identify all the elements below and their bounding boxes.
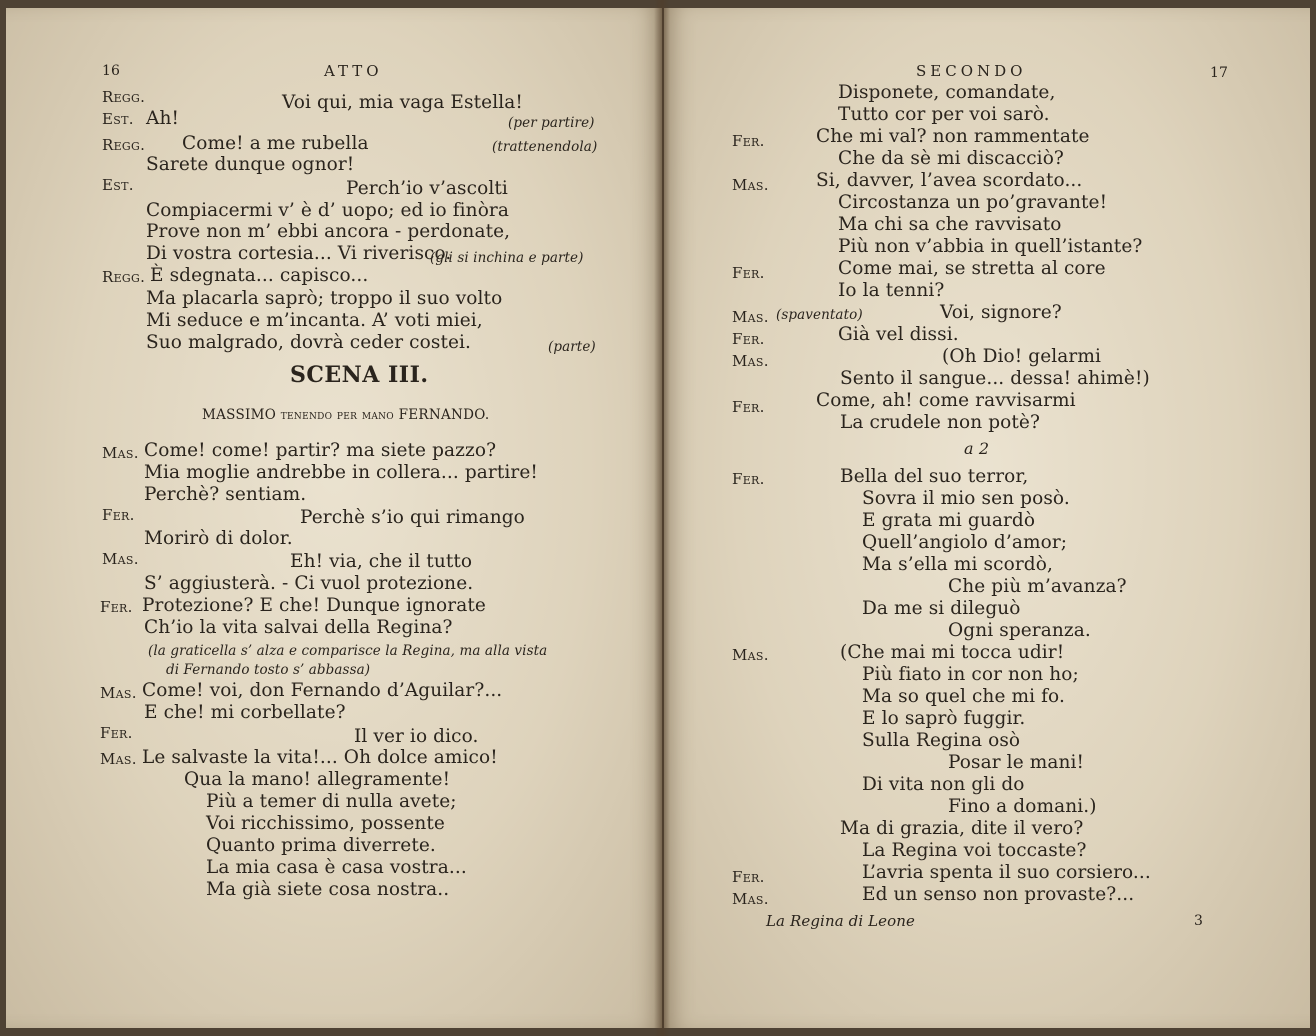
verse-line: Io la tenni?	[838, 280, 945, 301]
verse-line: Di vita non gli do	[862, 774, 1025, 795]
verse-line: Compiacermi v’ è d’ uopo; ed io finòra	[146, 200, 510, 221]
verse-line: Di vostra cortesia... Vi riverisco.	[146, 243, 452, 264]
page-number: 17	[1210, 65, 1229, 81]
verse-line: Voi qui, mia vaga Estella!	[282, 92, 523, 113]
verse-line: Più fiato in cor non ho;	[862, 664, 1079, 685]
verse-line: Ma so quel che mi fo.	[862, 686, 1065, 707]
verse-line: Da me si dileguò	[862, 598, 1021, 619]
stage-direction: (trattenendola)	[492, 139, 598, 155]
verse-line: Come! come! partir? ma siete pazzo?	[144, 440, 497, 461]
scene-subtitle: MASSIMO tenendo per mano FERNANDO.	[202, 407, 490, 423]
speaker: Mas.	[102, 444, 139, 462]
verse-line: Che da sè mi discacciò?	[838, 148, 1064, 169]
verse-line: (Che mai mi tocca udir!	[840, 642, 1065, 663]
speaker: Mas.	[102, 550, 139, 568]
scene-title: SCENA III.	[290, 362, 429, 388]
verse-line: Più non v’abbia in quell’istante?	[838, 236, 1143, 257]
book-gutter	[654, 0, 670, 1036]
verse-line: La Regina voi toccaste?	[862, 840, 1087, 861]
page-number: 16	[102, 63, 121, 79]
verse-line: Che più m’avanza?	[948, 576, 1127, 597]
stage-direction: (la graticella s’ alza e comparisce la Regina, ma alla vista	[148, 643, 548, 659]
speaker: Mas.	[100, 750, 137, 768]
verse-line: Già vel dissi.	[838, 324, 959, 345]
verse-line: Posar le mani!	[948, 752, 1085, 773]
speaker: Mas.	[732, 646, 769, 664]
verse-line: Come! voi, don Fernando d’Aguilar?...	[142, 680, 503, 701]
speaker: Fer.	[732, 868, 765, 886]
verse-line: Quell’angiolo d’amor;	[862, 532, 1068, 553]
speaker: Est.	[102, 110, 134, 128]
running-head: SECONDO	[916, 62, 1027, 80]
verse-line: Protezione? E che! Dunque ignorate	[142, 595, 486, 616]
verse-line: Mi seduce e m’incanta. A’ voti miei,	[146, 310, 483, 331]
stage-direction: (parte)	[548, 339, 596, 355]
speaker: Fer.	[732, 264, 765, 282]
verse-line: La crudele non potè?	[840, 412, 1040, 433]
signature-mark: 3	[1194, 913, 1204, 929]
verse-line: Ma s’ella mi scordò,	[862, 554, 1053, 575]
verse-line: Come mai, se stretta al core	[838, 258, 1106, 279]
speaker: Regg.	[102, 136, 146, 154]
verse-line: S’ aggiusterà. - Ci vuol protezione.	[144, 573, 474, 594]
verse-line: La mia casa è casa vostra...	[206, 857, 467, 878]
verse-line: Si, davver, l’avea scordato...	[816, 170, 1083, 191]
verse-line: Eh! via, che il tutto	[290, 551, 473, 572]
speaker: Mas.	[100, 684, 137, 702]
speaker: Fer.	[102, 506, 135, 524]
verse-line: (Oh Dio! gelarmi	[942, 346, 1102, 367]
speaker: Fer.	[732, 132, 765, 150]
verse-line: Perchè s’io qui rimango	[300, 507, 525, 528]
verse-line: Più a temer di nulla avete;	[206, 791, 457, 812]
right-page	[664, 8, 1310, 1028]
verse-line: Sovra il mio sen posò.	[862, 488, 1070, 509]
speaker: Mas.	[732, 176, 769, 194]
verse-line: È sdegnata... capisco...	[150, 265, 369, 286]
speaker: Regg.	[102, 268, 146, 286]
speaker: Mas.	[732, 308, 769, 326]
verse-line: Quanto prima diverrete.	[206, 835, 436, 856]
verse-line: Perchè? sentiam.	[144, 484, 307, 505]
verse-line: Ogni speranza.	[948, 620, 1091, 641]
speaker: Fer.	[100, 598, 133, 616]
verse-line: E che! mi corbellate?	[144, 702, 346, 723]
stage-direction: (spaventato)	[776, 307, 863, 323]
left-page	[6, 8, 662, 1028]
stage-direction: (per partire)	[508, 115, 595, 131]
verse-line: Ed un senso non provaste?...	[862, 884, 1135, 905]
verse-line: Prove non m’ ebbi ancora - perdonate,	[146, 221, 511, 242]
verse-line: Le salvaste la vita!... Oh dolce amico!	[142, 747, 498, 768]
verse-line: Voi, signore?	[940, 302, 1062, 323]
verse-line: Tutto cor per voi sarò.	[838, 104, 1050, 125]
verse-line: Morirò di dolor.	[144, 528, 293, 549]
verse-line: Circostanza un po’gravante!	[838, 192, 1108, 213]
verse-line: Il ver io dico.	[354, 726, 479, 747]
verse-line: Ah!	[146, 108, 180, 129]
verse-line: Perch’io v’ascolti	[346, 178, 508, 199]
verse-line: Ma già siete cosa nostra..	[206, 879, 450, 900]
speaker: Mas.	[732, 352, 769, 370]
verse-line: Come! a me rubella	[182, 133, 369, 154]
verse-line: Ch’io la vita salvai della Regina?	[144, 617, 453, 638]
speaker: Regg.	[102, 88, 146, 106]
verse-line: Sulla Regina osò	[862, 730, 1021, 751]
verse-line: E lo saprò fuggir.	[862, 708, 1026, 729]
verse-line: Sento il sangue... dessa! ahimè!)	[840, 368, 1150, 389]
verse-line: E grata mi guardò	[862, 510, 1036, 531]
speaker: Fer.	[732, 330, 765, 348]
verse-line: Ma chi sa che ravvisato	[838, 214, 1062, 235]
verse-line: Ma placarla saprò; troppo il suo volto	[146, 288, 503, 309]
verse-line: Fino a domani.)	[948, 796, 1097, 817]
speaker: Est.	[102, 176, 134, 194]
verse-line: Bella del suo terror,	[840, 466, 1029, 487]
verse-line: Voi ricchissimo, possente	[206, 813, 445, 834]
stage-direction: (gli si inchina e parte)	[430, 250, 584, 266]
verse-line: Qua la mano! allegramente!	[184, 769, 451, 790]
verse-line: Come, ah! come ravvisarmi	[816, 390, 1076, 411]
stage-direction: di Fernando tosto s’ abbassa)	[166, 662, 371, 678]
verse-line: Ma di grazia, dite il vero?	[840, 818, 1084, 839]
running-head: ATTO	[324, 62, 383, 80]
verse-line: Mia moglie andrebbe in collera... partire!	[144, 462, 538, 483]
verse-line: Disponete, comandate,	[838, 82, 1056, 103]
verse-line: L’avria spenta il suo corsiero...	[862, 862, 1151, 883]
duet-marker: a 2	[964, 439, 990, 458]
verse-line: Sarete dunque ognor!	[146, 154, 355, 175]
signature-title: La Regina di Leone	[766, 912, 915, 930]
speaker: Fer.	[732, 470, 765, 488]
speaker: Fer.	[100, 724, 133, 742]
speaker: Mas.	[732, 890, 769, 908]
speaker: Fer.	[732, 398, 765, 416]
verse-line: Suo malgrado, dovrà ceder costei.	[146, 332, 472, 353]
verse-line: Che mi val? non rammentate	[816, 126, 1090, 147]
